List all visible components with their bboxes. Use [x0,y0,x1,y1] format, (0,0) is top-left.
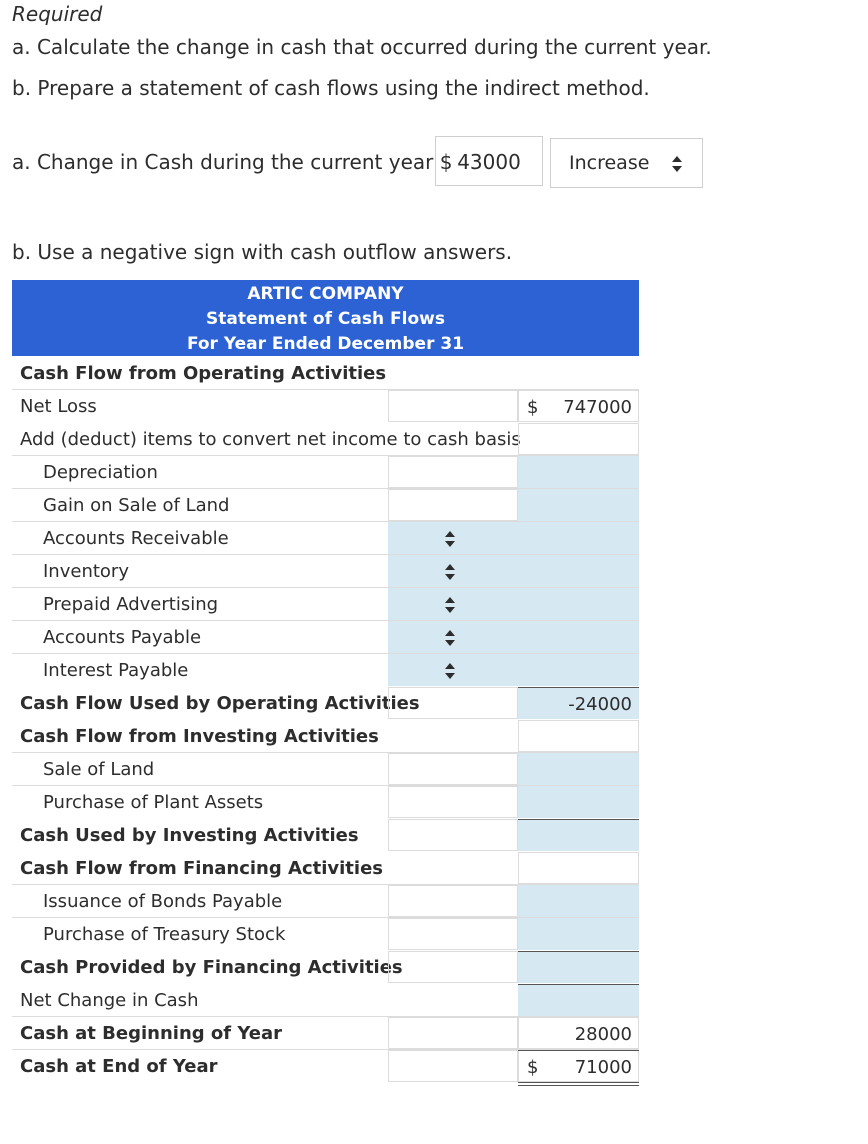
interest-payable-select[interactable] [388,654,518,686]
statement-title: Statement of Cash Flows [206,309,445,329]
investing-total-label: Cash Used by Investing Activities [20,825,359,846]
select-arrows-icon [445,630,455,646]
cash-begin-input[interactable] [518,1017,639,1049]
cash-end-label: Cash at End of Year [20,1056,218,1077]
change-in-cash-input[interactable]: 43000 [435,136,543,186]
accounts-payable-label: Accounts Payable [43,627,202,648]
purchase-plant-row [12,786,639,819]
purchase-treasury-input[interactable] [518,918,639,950]
purchase-plant-input[interactable] [518,786,639,818]
investing-heading-right [518,720,639,752]
operating-total-value: -24000 [568,694,632,715]
investing-total-mid-input[interactable] [388,819,518,851]
cash-end-dollar: $ [527,1057,539,1078]
net-loss-mid-input[interactable] [388,390,518,422]
change-direction-value: Increase [569,152,650,174]
select-arrows-icon [445,564,455,580]
net-change-label: Net Change in Cash [20,990,199,1011]
purchase-treasury-label: Purchase of Treasury Stock [43,924,286,945]
cash-begin-value: 28000 [574,1024,632,1045]
operating-heading-row [12,357,639,390]
cash-begin-label: Cash at Beginning of Year [20,1023,282,1044]
purchase-plant-mid-input[interactable] [388,786,518,818]
issuance-bonds-input[interactable] [518,885,639,917]
gain-sale-land-label: Gain on Sale of Land [43,495,230,516]
select-arrows-icon [445,531,455,547]
prepaid-advertising-input[interactable] [518,588,639,620]
financing-total-input[interactable] [518,951,639,983]
investing-total-row [12,819,639,852]
issuance-bonds-label: Issuance of Bonds Payable [43,891,283,912]
statement-period: For Year Ended December 31 [186,334,465,354]
adjust-right-cell [518,423,639,455]
interest-payable-input[interactable] [518,654,639,686]
purchase-treasury-mid-input[interactable] [388,918,518,950]
financing-heading-right [518,852,639,884]
investing-heading: Cash Flow from Investing Activities [20,726,379,747]
depreciation-row [12,456,639,489]
operating-total-row [12,687,639,720]
prepaid-advertising-row [12,588,639,621]
operating-total-input[interactable] [518,687,639,719]
net-loss-label: Net Loss [20,396,97,417]
accounts-receivable-select[interactable] [388,522,518,554]
cash-end-row [12,1050,639,1083]
accounts-payable-select[interactable] [388,621,518,653]
inventory-input[interactable] [518,555,639,587]
statement-header [12,280,639,356]
cash-end-input[interactable] [518,1050,639,1082]
cash-begin-mid-input[interactable] [388,1017,518,1049]
sale-of-land-mid-input[interactable] [388,753,518,785]
company-name: ARTIC COMPANY [247,284,404,304]
change-in-cash-label: a. Change in Cash during the current year $ [12,150,453,174]
financing-total-mid-input[interactable] [388,951,518,983]
financing-heading: Cash Flow from Financing Activities [20,858,383,879]
sale-of-land-input[interactable] [518,753,639,785]
part-b-instruction: b. Use a negative sign with cash outflow answers. [12,240,513,264]
depreciation-input[interactable] [518,456,639,488]
net-loss-row [12,390,639,423]
select-arrows-icon [672,156,682,172]
issuance-bonds-row [12,885,639,918]
net-loss-amount[interactable] [518,390,639,422]
accounts-payable-row [12,621,639,654]
investing-heading-row [12,720,639,753]
purchase-treasury-row [12,918,639,951]
net-change-input[interactable] [518,984,639,1016]
adjust-row [12,423,639,456]
select-arrows-icon [445,597,455,613]
operating-heading: Cash Flow from Operating Activities [20,363,387,384]
operating-total-label: Cash Flow Used by Operating Activities [20,693,420,714]
financing-total-label: Cash Provided by Financing Activities [20,957,403,978]
investing-total-input[interactable] [518,819,639,851]
cash-end-value: 71000 [574,1057,632,1078]
requirement-a: a. Calculate the change in cash that occurred during the current year. [12,35,712,59]
financing-total-row [12,951,639,984]
interest-payable-label: Interest Payable [43,660,189,681]
required-heading: Required [12,2,103,26]
depreciation-mid-input[interactable] [388,456,518,488]
operating-total-mid-input[interactable] [388,687,518,719]
inventory-label: Inventory [43,561,129,582]
interest-payable-row [12,654,639,687]
prepaid-advertising-select[interactable] [388,588,518,620]
requirement-b: b. Prepare a statement of cash flows using the indirect method. [12,76,650,100]
sale-of-land-label: Sale of Land [43,759,155,780]
financing-heading-row [12,852,639,885]
accounts-payable-input[interactable] [518,621,639,653]
net-change-row [12,984,639,1017]
prepaid-advertising-label: Prepaid Advertising [43,594,219,615]
accounts-receivable-input[interactable] [518,522,639,554]
cash-begin-row [12,1017,639,1050]
sale-of-land-row [12,753,639,786]
gain-sale-land-input[interactable] [518,489,639,521]
issuance-bonds-mid-input[interactable] [388,885,518,917]
cash-end-mid-input[interactable] [388,1050,518,1082]
gain-sale-land-mid-input[interactable] [388,489,518,521]
net-loss-dollar: $ [527,397,539,418]
net-loss-value: 747000 [563,397,632,418]
select-arrows-icon [445,663,455,679]
accounts-receivable-row [12,522,639,555]
inventory-select[interactable] [388,555,518,587]
depreciation-label: Depreciation [43,462,158,483]
adjust-label: Add (deduct) items to convert net income to cash basis [20,429,521,450]
gain-sale-land-row [12,489,639,522]
change-direction-select[interactable] [550,138,703,188]
inventory-row [12,555,639,588]
purchase-plant-label: Purchase of Plant Assets [43,792,264,813]
accounts-receivable-label: Accounts Receivable [43,528,229,549]
